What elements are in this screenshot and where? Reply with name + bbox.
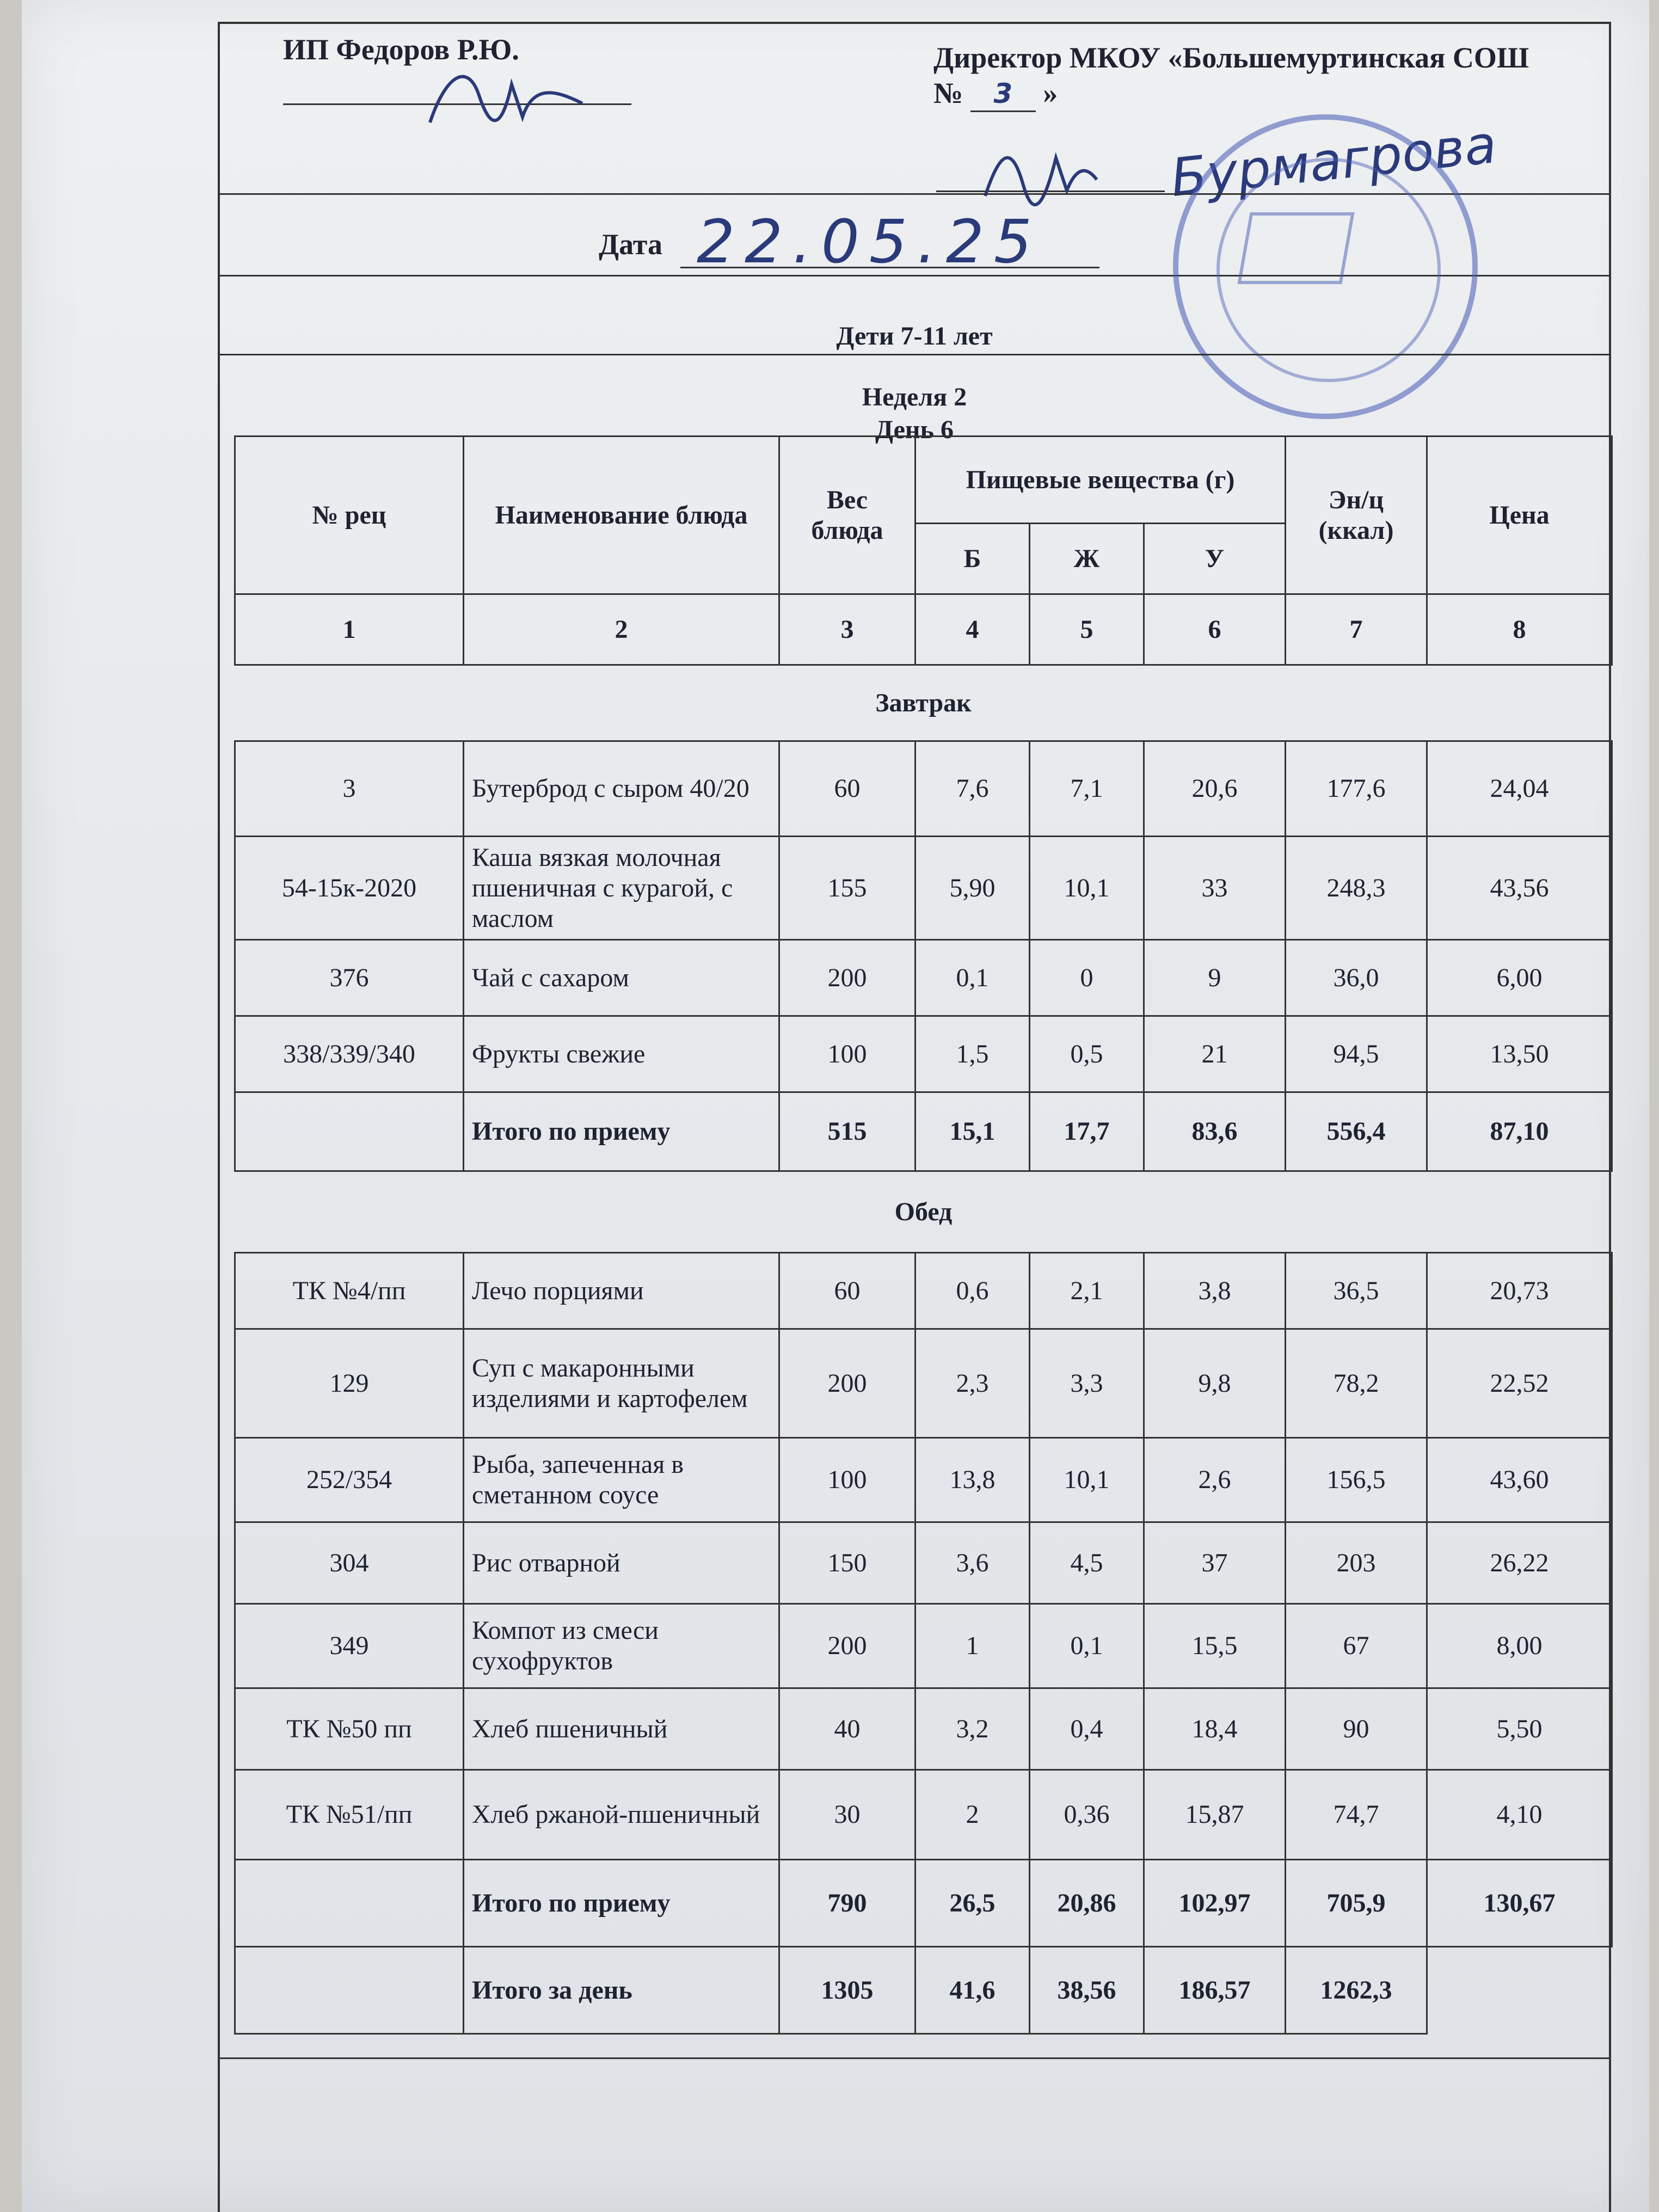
cell-energy: 36,0 (1286, 940, 1427, 1016)
school-number: 3 (970, 77, 1036, 112)
cell-rec: ТК №51/пп (235, 1770, 464, 1860)
table-row (235, 1770, 1612, 1860)
cell-u: 37 (1144, 1522, 1286, 1604)
cell-price: 5,50 (1427, 1688, 1612, 1770)
cell-empty (235, 1092, 464, 1171)
lunch-total-row (235, 1860, 1612, 1947)
col-number: 2 (464, 594, 779, 665)
cell-price: 13,50 (1427, 1016, 1612, 1092)
date-value: 22.05.25 (697, 207, 1042, 276)
total-zh: 17,7 (1030, 1092, 1144, 1171)
ip-signature (425, 52, 588, 139)
cell-b: 3,2 (915, 1688, 1030, 1770)
cell-weight: 60 (779, 741, 915, 837)
cell-u: 15,5 (1144, 1604, 1286, 1688)
col-nutrients: Пищевые вещества (г) (915, 437, 1286, 524)
cell-zh: 0,5 (1030, 1016, 1144, 1092)
day-total-label: Итого за день (464, 1947, 779, 2034)
cell-price: 24,04 (1427, 741, 1612, 837)
col-rec: № рец (235, 437, 464, 594)
cell-name: Рыба, запеченная в сметанном соусе (464, 1438, 779, 1522)
cell-u: 20,6 (1144, 741, 1286, 837)
director-school-number-line (933, 76, 1058, 112)
cell-weight: 100 (779, 1438, 915, 1522)
cell-name: Лечо порциями (464, 1253, 779, 1329)
cell-u: 15,87 (1144, 1770, 1286, 1860)
day-total-row (235, 1947, 1612, 2034)
school-seal (1173, 114, 1478, 419)
table-row (235, 1329, 1612, 1438)
cell-b: 5,90 (915, 837, 1030, 940)
col-weight: Вес блюда (779, 437, 915, 594)
cell-zh: 10,1 (1030, 1438, 1144, 1522)
divider-3 (218, 354, 1611, 355)
cell-energy: 67 (1286, 1604, 1427, 1688)
table-row (235, 940, 1612, 1016)
cell-rec: 252/354 (235, 1438, 464, 1522)
cell-weight: 30 (779, 1770, 915, 1860)
section-title: Обед (235, 1171, 1612, 1253)
cell-price: 22,52 (1427, 1329, 1612, 1438)
cell-b: 2 (915, 1770, 1030, 1860)
cell-price: 26,22 (1427, 1522, 1612, 1604)
cell-weight: 40 (779, 1688, 915, 1770)
bottom-divider (218, 2057, 1611, 2059)
cell-b: 2,3 (915, 1329, 1030, 1438)
day-total-zh: 38,56 (1030, 1947, 1144, 2034)
cell-rec: ТК №4/пп (235, 1253, 464, 1329)
cell-weight: 100 (779, 1016, 915, 1092)
cell-weight: 60 (779, 1253, 915, 1329)
director-signature (980, 136, 1099, 207)
col-number: 3 (779, 594, 915, 665)
cell-zh: 10,1 (1030, 837, 1144, 940)
total-energy: 556,4 (1286, 1092, 1427, 1171)
cell-name: Суп с макаронными изделиями и картофелем (464, 1329, 779, 1438)
day-total-b: 41,6 (915, 1947, 1030, 2034)
total-b: 26,5 (915, 1860, 1030, 1947)
cell-empty (235, 1947, 464, 2034)
cell-name: Хлеб пшеничный (464, 1688, 779, 1770)
director-title: Директор МКОУ «Большемуртинская СОШ (933, 41, 1529, 74)
cell-zh: 0,1 (1030, 1604, 1144, 1688)
cell-u: 18,4 (1144, 1688, 1286, 1770)
section-title: Завтрак (235, 665, 1612, 741)
date-label: Дата (599, 228, 662, 261)
cell-u: 21 (1144, 1016, 1286, 1092)
cell-energy: 78,2 (1286, 1329, 1427, 1438)
col-price: Цена (1427, 437, 1612, 594)
cell-name: Чай с сахаром (464, 940, 779, 1016)
cell-zh: 7,1 (1030, 741, 1144, 837)
table-row (235, 1688, 1612, 1770)
col-u: У (1144, 524, 1286, 594)
day-total-price (1427, 1947, 1612, 2034)
age-group: Дети 7-11 лет (836, 322, 993, 351)
day-total-weight: 1305 (779, 1947, 915, 2034)
col-b: Б (915, 524, 1030, 594)
cell-rec: ТК №50 пп (235, 1688, 464, 1770)
cell-b: 7,6 (915, 741, 1030, 837)
cell-energy: 203 (1286, 1522, 1427, 1604)
col-number: 4 (915, 594, 1030, 665)
table-row (235, 1016, 1612, 1092)
cell-energy: 74,7 (1286, 1770, 1427, 1860)
cell-weight: 200 (779, 1329, 915, 1438)
cell-u: 3,8 (1144, 1253, 1286, 1329)
cell-energy: 248,3 (1286, 837, 1427, 940)
cell-name: Каша вязкая молочная пшеничная с курагой, с маслом (464, 837, 779, 940)
total-price: 87,10 (1427, 1092, 1612, 1171)
cell-u: 9,8 (1144, 1329, 1286, 1438)
day-total-energy: 1262,3 (1286, 1947, 1427, 2034)
col-number: 6 (1144, 594, 1286, 665)
cell-price: 4,10 (1427, 1770, 1612, 1860)
day-total-u: 186,57 (1144, 1947, 1286, 2034)
cell-energy: 156,5 (1286, 1438, 1427, 1522)
cell-b: 13,8 (915, 1438, 1030, 1522)
director-signature-name: Бурмагрова (1168, 113, 1500, 209)
table-row (235, 1253, 1612, 1329)
cell-zh: 4,5 (1030, 1522, 1144, 1604)
total-zh: 20,86 (1030, 1860, 1144, 1947)
total-b: 15,1 (915, 1092, 1030, 1171)
cell-zh: 2,1 (1030, 1253, 1144, 1329)
col-number: 5 (1030, 594, 1144, 665)
col-number: 7 (1286, 594, 1427, 665)
table-row (235, 1522, 1612, 1604)
total-label: Итого по приему (464, 1860, 779, 1947)
cell-rec: 376 (235, 940, 464, 1016)
cell-rec: 3 (235, 741, 464, 837)
ip-name: ИП Федоров Р.Ю. (283, 33, 519, 66)
total-weight: 515 (779, 1092, 915, 1171)
total-weight: 790 (779, 1860, 915, 1947)
col-zh: Ж (1030, 524, 1144, 594)
table-row (235, 1604, 1612, 1688)
cell-energy: 90 (1286, 1688, 1427, 1770)
table-row (235, 837, 1612, 940)
cell-energy: 36,5 (1286, 1253, 1427, 1329)
cell-zh: 0 (1030, 940, 1144, 1016)
cell-weight: 150 (779, 1522, 915, 1604)
cell-b: 3,6 (915, 1522, 1030, 1604)
total-energy: 705,9 (1286, 1860, 1427, 1947)
cell-price: 6,00 (1427, 940, 1612, 1016)
cell-name: Компот из смеси сухофруктов (464, 1604, 779, 1688)
col-energy: Эн/ц (ккал) (1286, 437, 1427, 594)
col-number: 1 (235, 594, 464, 665)
cell-rec: 129 (235, 1329, 464, 1438)
menu-table (234, 435, 1613, 2035)
cell-b: 0,6 (915, 1253, 1030, 1329)
quote-close: » (1043, 77, 1058, 109)
total-price: 130,67 (1427, 1860, 1612, 1947)
cell-u: 9 (1144, 940, 1286, 1016)
cell-b: 0,1 (915, 940, 1030, 1016)
section-lunch (235, 1171, 1612, 1253)
header-row-1 (235, 437, 1612, 524)
cell-rec: 304 (235, 1522, 464, 1604)
cell-name: Рис отварной (464, 1522, 779, 1604)
cell-rec: 54-15к-2020 (235, 837, 464, 940)
cell-name: Хлеб ржаной-пшеничный (464, 1770, 779, 1860)
cell-price: 20,73 (1427, 1253, 1612, 1329)
total-label: Итого по приему (464, 1092, 779, 1171)
col-number: 8 (1427, 594, 1612, 665)
cell-zh: 3,3 (1030, 1329, 1144, 1438)
number-sign: № (933, 77, 963, 109)
cell-name: Фрукты свежие (464, 1016, 779, 1092)
cell-rec: 338/339/340 (235, 1016, 464, 1092)
cell-energy: 94,5 (1286, 1016, 1427, 1092)
total-u: 83,6 (1144, 1092, 1286, 1171)
cell-price: 43,60 (1427, 1438, 1612, 1522)
cell-energy: 177,6 (1286, 741, 1427, 837)
column-numbers-row (235, 594, 1612, 665)
cell-price: 43,56 (1427, 837, 1612, 940)
total-u: 102,97 (1144, 1860, 1286, 1947)
col-name: Наименование блюда (464, 437, 779, 594)
cell-name: Бутерброд с сыром 40/20 (464, 741, 779, 837)
table-row (235, 741, 1612, 837)
cell-empty (235, 1860, 464, 1947)
cell-zh: 0,36 (1030, 1770, 1144, 1860)
cell-weight: 155 (779, 837, 915, 940)
breakfast-total-row (235, 1092, 1612, 1171)
cell-price: 8,00 (1427, 1604, 1612, 1688)
cell-u: 33 (1144, 837, 1286, 940)
cell-weight: 200 (779, 940, 915, 1016)
cell-weight: 200 (779, 1604, 915, 1688)
cell-b: 1 (915, 1604, 1030, 1688)
section-breakfast (235, 665, 1612, 741)
table-row (235, 1438, 1612, 1522)
cell-b: 1,5 (915, 1016, 1030, 1092)
day-label: День 6 (875, 415, 954, 444)
cell-rec: 349 (235, 1604, 464, 1688)
cell-u: 2,6 (1144, 1438, 1286, 1522)
week-label: Неделя 2 (862, 383, 967, 411)
cell-zh: 0,4 (1030, 1688, 1144, 1770)
